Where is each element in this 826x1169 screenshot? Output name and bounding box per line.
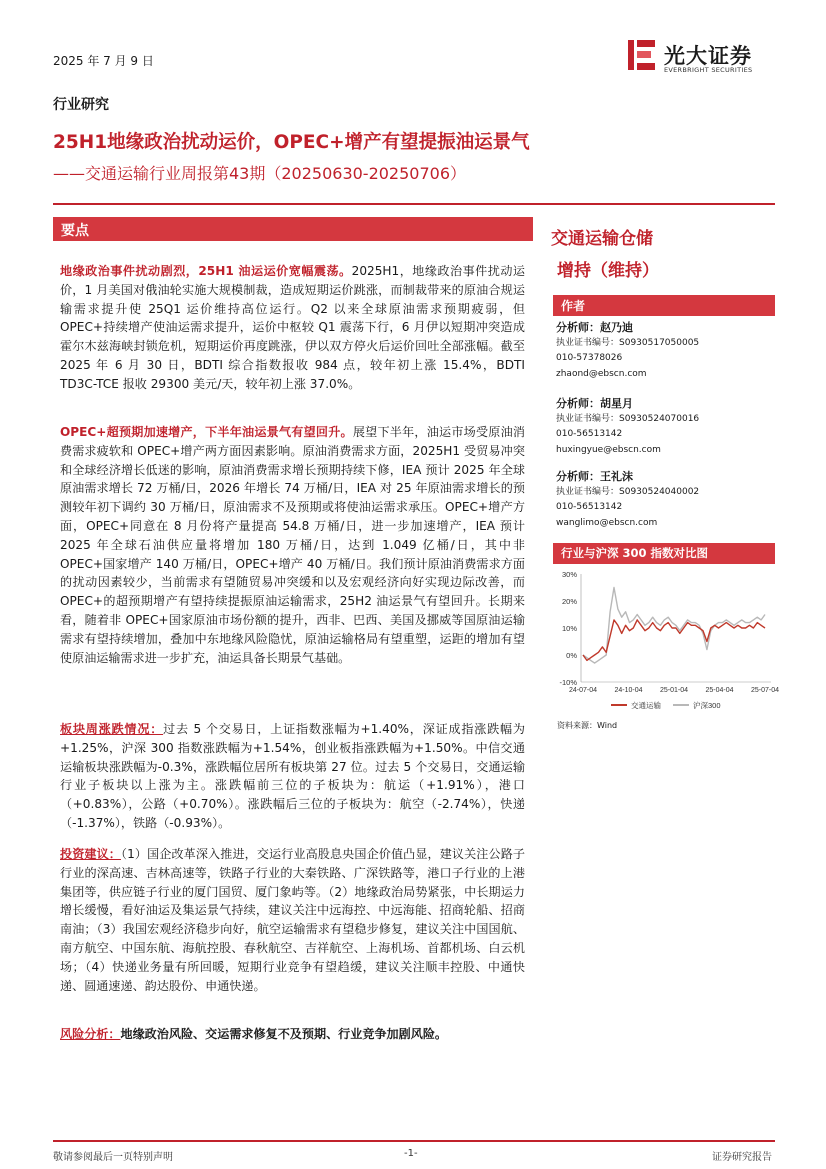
analyst-email: huxingyue@ebscn.com [556, 444, 661, 455]
analyst-phone: 010-56513142 [556, 429, 623, 439]
y-tick-label: -10% [559, 678, 577, 687]
analyst-cert: 执业证书编号：S0930517050005 [556, 337, 700, 348]
performance-chart [553, 566, 780, 716]
paragraph-opec [60, 423, 525, 667]
footer-disclaimer: 敬请参阅最后一页特别声明 [53, 1152, 173, 1163]
y-tick-label: 20% [561, 597, 577, 606]
paragraph-lead: OPEC+超预期加速增产，下半年油运景气有望回升。 [60, 425, 353, 439]
paragraph-text: 地缘政治风险、交运需求修复不及预期、行业竞争加剧风险。 [120, 1027, 448, 1041]
analyst-card [556, 396, 776, 458]
paragraph-text: 2025H1，地缘政治事件扰动运价，1 月美国对俄油轮实施大规模制裁，造成短期运价跳涨，而制裁带来的原油合规运输需求提升使 25Q1 运价维持高位运行。Q2 以来全球原油需求预期疲弱，但 OPEC+持续增产使油运需求提升，运价中枢较 Q1 震荡下行，6 月伊以短期冲突造成霍尔木兹海峡封锁危机，短期运价再度跳涨，伊以双方停火后运价回吐全部涨幅。截至 2025 年 6 月 30 日，BDTI 综合指数报收 984 点，较年初上涨 15.4%，BDTI TD3C-TCE 报收 29300 美元/天，较年初上涨 37.0%。 [60, 264, 525, 391]
y-tick-label: 10% [561, 624, 577, 633]
paragraph-sector-moves [60, 720, 525, 833]
x-tick-label: 25-04-04 [705, 687, 734, 694]
page-number: -1- [404, 1148, 418, 1159]
report-title: 25H1地缘政治扰动运价，OPEC+增产有望提振油运景气 [53, 132, 530, 153]
paragraph-investment [60, 845, 525, 995]
paragraph-lead: 地缘政治事件扰动剧烈，25H1 油运运价宽幅震荡。 [60, 264, 352, 278]
paragraph-lead: 风险分析： [60, 1027, 121, 1041]
series-line-transport [583, 620, 765, 661]
analyst-card [556, 469, 776, 531]
y-tick-label: 30% [561, 570, 577, 579]
report-subtitle: ——交通运输行业周报第43期（20250630-20250706） [53, 164, 467, 183]
authors-header [553, 295, 775, 316]
logo-en-text: EVERBRIGHT SECURITIES [664, 66, 753, 74]
paragraph-lead: 板块周涨跌情况： [60, 722, 164, 736]
keypoints-header [53, 217, 533, 241]
paragraph-risk [60, 1025, 525, 1044]
chart-label: 行业与沪深 300 指数对比图 [561, 546, 709, 560]
analyst-card [556, 320, 776, 382]
x-tick-label: 24-10-04 [614, 687, 643, 694]
paragraph-text: （1）国企改革深入推进，交运行业高股息央国企价值凸显，建议关注公路子行业的深高速、吉林高速等，铁路子行业的大秦铁路、广深铁路等，港口子行业的上港集团等，供应链子行业的厦门国贸、厦门象屿等。（2）地缘政治局势紧张，中长期运力增长缓慢，看好油运及集运景气持续，建议关注中远海控、中远海能、招商轮船、招商南油；（3）我国宏观经济稳步向好，航空运输需求有望稳步修复，建议关注中国国航、南方航空、中国东航、海航控股、春秋航空、吉祥航空、上海机场、首都机场、白云机场；（4）快递业务量有所回暖，短期行业竞争有望趋缓，建议关注顺丰控股、中通快递、圆通速递、韵达股份、申通快递。 [60, 847, 525, 993]
logo-cn-text: 光大证券 [664, 44, 752, 68]
analyst-phone: 010-57378026 [556, 353, 623, 363]
analyst-cert: 执业证书编号：S0930524070016 [556, 413, 700, 424]
legend-label-transport: 交通运输 [631, 701, 661, 710]
industry-rating: 增持（维持） [557, 261, 659, 281]
chart-header [553, 543, 775, 564]
paragraph-lead: 投资建议： [60, 847, 121, 861]
x-tick-label: 24-07-04 [568, 687, 598, 694]
industry-name: 交通运输仓储 [551, 229, 653, 249]
title-divider [53, 203, 775, 205]
authors-label: 作者 [561, 299, 586, 313]
analyst-name: 分析师：赵乃迪 [556, 321, 633, 334]
footer-divider [53, 1140, 775, 1142]
analyst-cert: 执业证书编号：S0930524040002 [556, 486, 700, 497]
paragraph-freight [60, 262, 525, 394]
keypoints-label: 要点 [61, 223, 89, 239]
report-category: 行业研究 [53, 97, 109, 113]
footer-report-type: 证券研究报告 [712, 1152, 772, 1163]
paragraph-text: 展望下半年，油运市场受原油消费需求疲软和 OPEC+增产两方面因素影响。原油消费需求方面，2025H1 受贸易冲突和全球经济增长低迷的影响，原油消费需求增长预期持续下修，IEA 预计 2025 年全球原油需求增长 72 万桶/日，2026 年增长 74 万桶/日，IEA 对 25 年原油需求增长的预测较年初下调约 30 万桶/日，原油需求不及预期或将使油运需求承压。OPEC+增产方面，OPEC+同意在 8 月份将产量提高 54.8 万桶/日，进一步加速增产，IEA 预计 2025 年全球石油供应量将增加 180 万桶/日，达到 1.049 亿桶/日，其中非 OPEC+国家增产 140 万桶/日，OPEC+增产 40 万桶/日。我们预计原油消费需求方面的扰动因素较少，当前需求有望随贸易冲突缓和以及宏观经济向好实现边际改善，而 OPEC+的超预期增产有望持续提振原油运输需求，25H2 油运景气有望回升。长期来看，随着非 OPEC+国家原油市场份额的提升，西非、巴西、美国及挪威等国原油运输需求有望持续增加，叠加中东地缘风险隐忧，原油运输格局有望重塑，运距的增加有望使原油运输需求进一步扩充，油运具备长期景气基础。 [60, 425, 525, 665]
analyst-name: 分析师：胡星月 [556, 397, 633, 410]
analyst-phone: 010-56513142 [556, 502, 623, 512]
x-tick-label: 25-01-04 [659, 687, 689, 694]
y-tick-label: 0% [566, 651, 577, 660]
analyst-name: 分析师：王礼沫 [556, 470, 633, 483]
analyst-email: wanglimo@ebscn.com [556, 517, 658, 528]
report-date: 2025 年 7 月 9 日 [53, 54, 154, 68]
company-logo [626, 36, 776, 80]
x-tick-label: 25-07-04 [750, 687, 780, 694]
analyst-email: zhaond@ebscn.com [556, 368, 647, 379]
legend-label-csi300: 沪深300 [693, 701, 721, 710]
logo-mark-icon [626, 36, 660, 74]
chart-source: 资料来源：Wind [557, 721, 618, 730]
paragraph-text: 过去 5 个交易日，上证指数涨幅为+1.40%，深证成指涨跌幅为+1.25%，沪深 300 指数涨跌幅为+1.54%，创业板指涨跌幅为+1.50%。中信交通运输板块涨跌幅为-0.3%，涨跌幅位居所有板块第 27 位。过去 5 个交易日，交通运输行业子板块以上涨为主。涨跌幅前三位的子板块为：航运（+1.91%），港口（+0.83%），公路（+0.70%）。涨跌幅后三位的子板块为：航空（-2.74%），快递（-1.37%），铁路（-0.93%）。 [60, 722, 525, 830]
